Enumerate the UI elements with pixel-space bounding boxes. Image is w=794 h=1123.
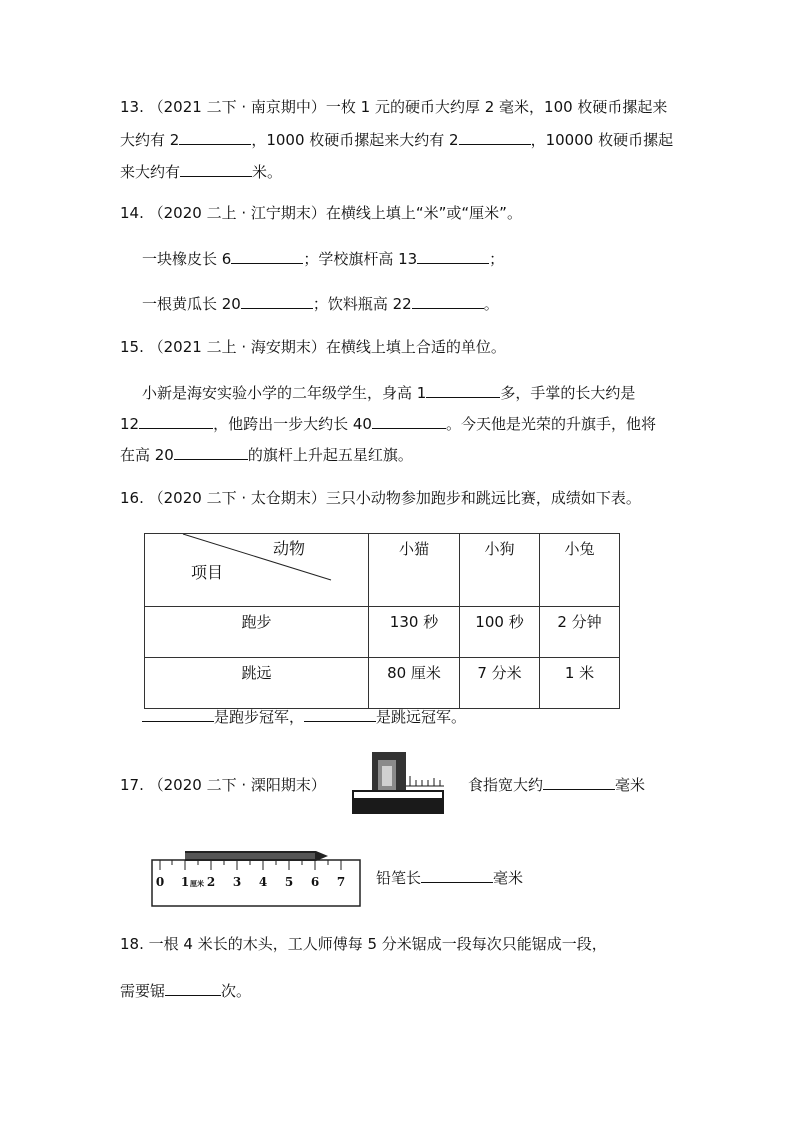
q15-blank-1[interactable] (426, 382, 500, 398)
q15-text-3b: ，他跨出一步大约长 40 (213, 415, 372, 433)
q13-blank-1[interactable] (179, 129, 251, 145)
q15-line-4 (120, 444, 413, 465)
finger-text-a: 食指宽大约 (468, 776, 544, 794)
q14-blank-1[interactable] (231, 248, 303, 264)
q15-text-4a: 在高 20 (120, 446, 174, 464)
pencil-length-question (376, 867, 523, 888)
q13-text-2b: ，1000 枚硬币摞起来大约有 2 (251, 131, 459, 149)
table-corner-cell (145, 534, 369, 607)
table-cell: 130 秒 (369, 607, 460, 658)
table-row (145, 658, 620, 709)
table-header-rabbit: 小兔 (540, 534, 620, 607)
q18-text-2b: 次。 (221, 982, 252, 1000)
table-header-cat: 小猫 (369, 534, 460, 607)
q15-blank-4[interactable] (174, 444, 248, 460)
q14-text-3a: 一根黄瓜长 20 (142, 295, 241, 313)
table-header-row (145, 534, 620, 607)
corner-label-item: 项目 (191, 563, 224, 582)
q13-line-2 (120, 129, 673, 150)
q14-blank-3[interactable] (241, 293, 313, 309)
q13-text-1: 13. （2021 二下 · 南京期中）一枚 1 元的硬币大约厚 2 毫米，100 枚硬币摞起来 (120, 98, 668, 116)
ruler-number: 5 (284, 875, 294, 889)
q16-line-1 (120, 488, 641, 508)
q17-line-1 (120, 775, 326, 795)
table-cell: 7 分米 (460, 658, 540, 709)
q18-line-2 (120, 980, 251, 1001)
q14-text-3b: ；饮料瓶高 22 (312, 295, 412, 313)
q13-line-1 (120, 97, 667, 117)
table-header-dog: 小狗 (460, 534, 540, 607)
table-cell: 2 分钟 (540, 607, 620, 658)
ruler-number: 6 (310, 875, 320, 889)
q14-line-2 (142, 248, 504, 269)
q15-text-2b: 多，手掌的长大约是 (500, 384, 636, 402)
q18-text-2a: 需要锯 (120, 982, 166, 1000)
finger-text-b: 毫米 (615, 776, 646, 794)
q13-text-2c: ，10000 枚硬币摞起 (530, 131, 674, 149)
table-row-label: 跳远 (145, 658, 369, 709)
q15-text-1: 15. （2021 二上 · 海安期末）在横线上填上合适的单位。 (120, 338, 506, 356)
corner-label-animal: 动物 (273, 539, 306, 558)
q15-line-3 (120, 413, 656, 434)
table-cell: 100 秒 (460, 607, 540, 658)
q15-text-3a: 12 (120, 415, 140, 433)
q14-text-3c: 。 (483, 295, 499, 313)
ruler-number: 0 (155, 875, 165, 889)
pencil-ruler-figure (150, 846, 362, 908)
q18-line-1 (120, 934, 607, 954)
q16-answer-a: 是跑步冠军， (214, 708, 305, 726)
q15-text-2a: 小新是海安实验小学的二年级学生，身高 1 (142, 384, 427, 402)
ruler-number: 3 (232, 875, 242, 889)
pencil-text-b: 毫米 (493, 869, 524, 887)
pencil-text-a: 铅笔长 (376, 869, 422, 887)
q16-blank-2[interactable] (304, 706, 376, 722)
table-cell: 1 米 (540, 658, 620, 709)
pencil-length-blank[interactable] (421, 867, 493, 883)
q14-text-1: 14. （2020 二上 · 江宁期末）在横线上填上“米”或“厘米”。 (120, 204, 522, 222)
q13-text-2a: 大约有 2 (120, 131, 180, 149)
ruler-number: 4 (258, 875, 268, 889)
q14-line-1 (120, 203, 522, 223)
q13-text-3b: 米。 (252, 163, 283, 181)
table-row (145, 607, 620, 658)
finger-ruler-photo (350, 752, 446, 814)
q15-text-3c: 。今天他是光荣的升旗手，他将 (445, 415, 656, 433)
q13-blank-3[interactable] (180, 161, 252, 177)
q17-text-1: 17. （2020 二下 · 溧阳期末） (120, 776, 326, 794)
q13-blank-2[interactable] (459, 129, 531, 145)
q16-blank-1[interactable] (142, 706, 214, 722)
finger-width-blank[interactable] (543, 774, 615, 790)
q15-line-1 (120, 337, 506, 357)
ruler-unit-label: 厘米 (190, 880, 204, 888)
table-row-label: 跑步 (145, 607, 369, 658)
diagonal-divider (145, 534, 368, 606)
q14-line-3 (142, 293, 499, 314)
q14-blank-4[interactable] (412, 293, 484, 309)
q15-blank-3[interactable] (372, 413, 446, 429)
q16-answer-b: 是跳远冠军。 (376, 708, 467, 726)
q13-text-3a: 来大约有 (120, 163, 181, 181)
ruler-number: 7 (336, 875, 346, 889)
ruler-number: 2 (206, 875, 216, 889)
q18-text-1: 18. 一根 4 米长的木头，工人师傅每 5 分米锯成一段每次只能锯成一段， (120, 935, 607, 953)
table-cell: 80 厘米 (369, 658, 460, 709)
ruler-number: 1 (180, 875, 190, 889)
q16-answer-line (142, 706, 466, 727)
q14-text-2a: 一块橡皮长 6 (142, 250, 232, 268)
q14-text-2c: ； (489, 250, 505, 268)
q18-blank-1[interactable] (165, 980, 221, 996)
q13-line-3 (120, 161, 282, 182)
q15-blank-2[interactable] (139, 413, 213, 429)
q16-text-1: 16. （2020 二下 · 太仓期末）三只小动物参加跑步和跳远比赛，成绩如下表。 (120, 489, 641, 507)
q15-line-2 (142, 382, 635, 403)
q14-text-2b: ；学校旗杆高 13 (303, 250, 418, 268)
q15-text-4b: 的旗杆上升起五星红旗。 (247, 446, 413, 464)
score-table (144, 533, 620, 709)
finger-width-question (468, 774, 645, 795)
q14-blank-2[interactable] (417, 248, 489, 264)
